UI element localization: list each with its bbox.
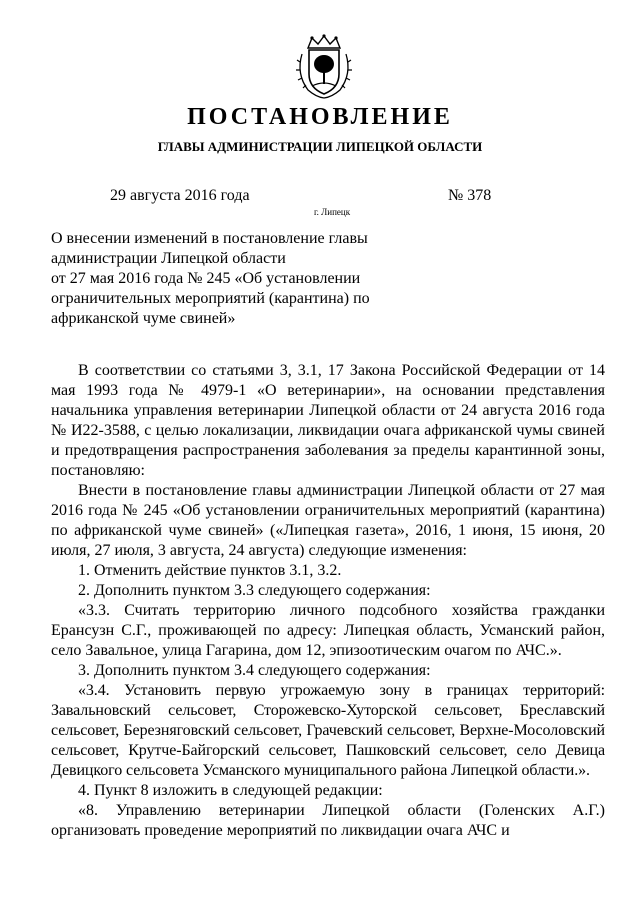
body-item-3: 3. Дополнить пунктом 3.4 следующего содержания: (78, 662, 431, 679)
document-body (51, 361, 605, 841)
subject-line: африканской чуме свиней» (51, 310, 236, 327)
document-date: 29 августа 2016 года (110, 187, 250, 204)
document-number: № 378 (448, 187, 492, 204)
subject-line: ограничительных мероприятий (карантина) по (51, 290, 370, 307)
document-type-title: ПОСТАНОВЛЕНИЕ (187, 104, 453, 130)
body-quote-3-4: «3.4. Установить первую угрожаемую зону в границах территорий: Завальновский сельсовет, Сторожевско-Хуторской сельсовет, Бреславский сельсовет, Березняговский сельсовет, Грачевский сельсовет, Верхне-Мосоловский сельсовет, Крутче-Байгорский сельсовет, Пашковский сельсовет, село Девица Девицкого сельсовета Усманского муниципального района Липецкой области.». (51, 682, 605, 779)
subject-line: от 27 мая 2016 года № 245 «Об установлении (51, 270, 361, 287)
body-item-2: 2. Дополнить пунктом 3.3 следующего содержания: (78, 582, 431, 599)
issuer-heading: ГЛАВЫ АДМИНИСТРАЦИИ ЛИПЕЦКОЙ ОБЛАСТИ (157, 139, 483, 154)
body-quote-8: «8. Управлению ветеринарии Липецкой области (Голенских А.Г.) организовать проведение мероприятий по ликвидации очага АЧС и (51, 802, 605, 839)
subject-line: О внесении изменений в постановление главы (51, 230, 368, 247)
body-item-4: 4. Пункт 8 изложить в следующей редакции: (78, 782, 383, 799)
subject-line: администрации Липецкой области (51, 250, 286, 267)
document-city: г. Липецк (314, 207, 351, 217)
document-subject (51, 229, 381, 329)
body-paragraph-amendment-intro: Внести в постановление главы администрации Липецкой области от 27 мая 2016 года № 245 «Об установлении ограничительных мероприятий (карантина) по африканской чуме свиней» («Липецкая газета», 2016, 1 июня, 15 июня, 20 июля, 27 июля, 3 августа, 24 августа) следующие изменения: (51, 482, 605, 559)
coat-of-arms-emblem (294, 34, 354, 100)
body-item-1: 1. Отменить действие пунктов 3.1, 3.2. (78, 562, 342, 579)
body-paragraph-preamble: В соответствии со статьями 3, 3.1, 17 Закона Российской Федерации от 14 мая 1993 года № 4979-1 «О ветеринарии», на основании представления начальника управления ветеринарии Липецкой области от 24 августа 2016 года № И22-3588, с целью локализации, ликвидации очага африканской чумы свиней и предотвращения распространения заболевания за пределы карантинной зоны, постановляю: (51, 362, 605, 479)
body-quote-3-3: «3.3. Считать территорию личного подсобного хозяйства гражданки Ерансузн С.Г., проживающей по адресу: Липецкая область, Усманский район, село Завальное, улица Гагарина, дом 12, эпизоотическим очагом по АЧС.». (51, 602, 605, 659)
